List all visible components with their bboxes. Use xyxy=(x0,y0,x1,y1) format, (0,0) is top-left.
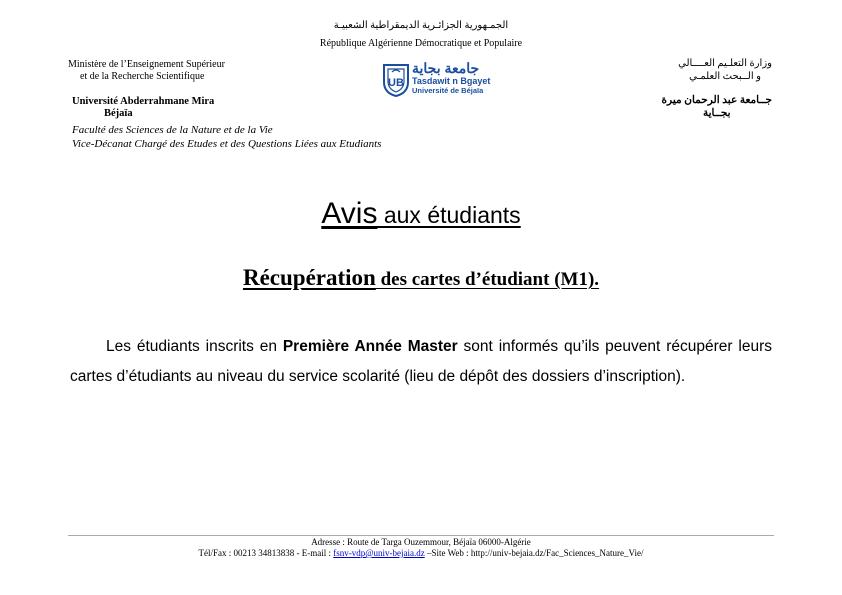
university-arabic xyxy=(662,94,772,120)
footer-tel: Tél/Fax : 00213 34813838 - E-mail : xyxy=(198,548,334,558)
university-logo-icon xyxy=(381,62,411,98)
faculty-block xyxy=(72,123,381,151)
subtitle-big: Récupération xyxy=(242,265,376,290)
logo-line-1: Tasdawit n Bgayet xyxy=(412,76,491,86)
body-bold: Première Année Master xyxy=(282,338,458,355)
body-part-1: Les étudiants inscrits en xyxy=(106,338,283,355)
logo-line-2: Université de Béjaïa xyxy=(412,86,484,95)
university-city: Béjaïa xyxy=(104,108,133,119)
footer-contact xyxy=(0,548,842,558)
ministry-ar-line-1: وزارة التعلـيم العــــالي xyxy=(678,58,772,69)
title-rest: aux étudiants xyxy=(377,202,521,228)
footer-email-link[interactable]: fsnv-vdp@univ-bejaia.dz xyxy=(333,548,425,558)
ministry-arabic xyxy=(678,57,772,83)
republic-french: République Algérienne Démocratique et Populaire xyxy=(319,38,523,49)
republic-arabic: الجمـهورية الجزائـرية الديمقراطية الشعبيـة xyxy=(333,20,509,31)
footer-site: –Site Web : http://univ-bejaia.dz/Fac_Sciences_Nature_Vie/ xyxy=(424,548,644,558)
university-ar-name: جــامعة عبد الرحمان ميرة xyxy=(661,95,772,106)
logo-text xyxy=(412,61,490,95)
notice-body xyxy=(70,332,772,392)
footer-address: Adresse : Route de Targa Ouzemmour, Béjaïa 06000-Algérie xyxy=(311,537,531,547)
title-big: Avis xyxy=(321,197,378,230)
logo-arabic: جامعة بجاية xyxy=(412,60,480,76)
ministry-ar-line-2: و الــبحث العلمـي xyxy=(689,71,761,82)
ministry-french xyxy=(68,59,225,83)
university-ar-city: بجــاية xyxy=(702,108,731,119)
ministry-line-1: Ministère de l’Enseignement Supérieur xyxy=(68,59,225,70)
university-name: Université Abderrahmane Mira xyxy=(72,96,215,107)
university-french xyxy=(72,96,214,120)
subtitle-rest: des cartes d’étudiant (M1). xyxy=(375,269,600,290)
page-subtitle xyxy=(0,265,842,291)
vice-dean: Vice-Décanat Chargé des Etudes et des Questions Liées aux Etudiants xyxy=(72,138,382,150)
footer-divider xyxy=(68,535,774,536)
body-part-2: sont informés qu’ils peuvent récupérer leurs cartes d’étudiants au niveau du service scolarité (lieu de dépôt des dossiers d’inscription). xyxy=(70,338,772,385)
faculty-name: Faculté des Sciences de la Nature et de la Vie xyxy=(72,124,273,136)
ministry-line-2: et de la Recherche Scientifique xyxy=(80,71,205,82)
svg-text:UB: UB xyxy=(388,77,404,89)
page-title xyxy=(0,197,842,231)
